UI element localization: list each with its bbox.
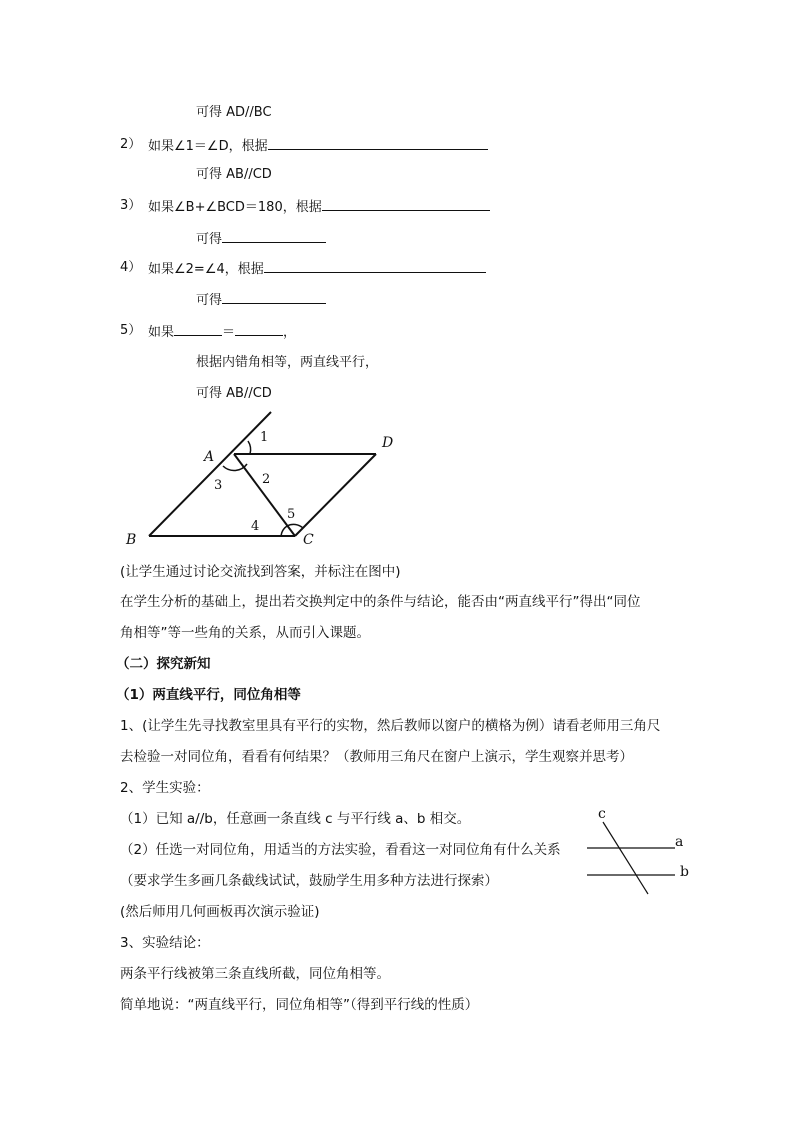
line-7-label: 可得 <box>196 293 223 308</box>
item-4-label: 如果∠2=∠4，根据 <box>148 262 264 277</box>
line-c <box>603 822 648 894</box>
line-5 <box>196 229 326 249</box>
paragraph-intro-2: 角相等”等一些角的关系，从而引入课题。 <box>120 625 370 641</box>
label-C: C <box>303 532 314 548</box>
label-A: A <box>204 449 215 465</box>
line-9: 根据内错角相等，两直线平行， <box>196 355 379 370</box>
line-BA-extended <box>149 412 271 536</box>
paragraph-intro-1: 在学生分析的基础上，提出若交换判定中的条件与结论，能否由“两直线平行”得出“同位 <box>120 594 641 610</box>
paragraph-step-3: 3、实验结论： <box>120 935 210 951</box>
label-angle-4: 4 <box>251 519 260 534</box>
line-5-label: 可得 <box>196 232 223 247</box>
paragraph-summary: 简单地说：“两直线平行，同位角相等”（得到平行线的性质） <box>120 997 479 1013</box>
item-3-number: 3） <box>120 198 142 213</box>
item-4-number: 4） <box>120 260 142 275</box>
item-5-label: 如果 <box>148 325 175 340</box>
label-c: c <box>598 806 606 822</box>
item-3-text <box>148 197 490 217</box>
item-2-number: 2） <box>120 137 142 152</box>
item-2-label: 如果∠1＝∠D，根据 <box>148 139 268 154</box>
paragraph-step-2: 2、学生实验： <box>120 780 210 796</box>
item-5-text <box>148 322 296 342</box>
label-angle-1: 1 <box>260 430 269 445</box>
angle-1-arc <box>248 441 251 454</box>
paragraph-exp-3: （要求学生多画几条截线试试，鼓励学生用多种方法进行探索） <box>120 873 498 889</box>
line-1: 可得 AD//BC <box>196 105 272 120</box>
paragraph-exp-4: (然后师用几何画板再次演示验证) <box>120 904 320 920</box>
label-b: b <box>680 864 689 880</box>
segment-CD <box>295 454 376 536</box>
answer-blank[interactable] <box>322 197 490 211</box>
label-a: a <box>675 834 684 850</box>
answer-blank[interactable] <box>235 322 283 336</box>
comma: ， <box>283 325 297 340</box>
answer-blank[interactable] <box>264 259 486 273</box>
paragraph-step-1a: 1、(让学生先寻找教室里具有平行的实物，然后教师以窗户的横格为例）请看老师用三角尺 <box>120 718 661 734</box>
paragraph-conclusion: 两条平行线被第三条直线所截，同位角相等。 <box>120 966 390 982</box>
equals-sign: ＝ <box>222 325 236 340</box>
paragraph-exp-2: （2）任选一对同位角，用适当的方法实验，看看这一对同位角有什么关系 <box>120 842 561 858</box>
answer-blank[interactable] <box>222 290 326 304</box>
label-angle-3: 3 <box>214 478 223 493</box>
paragraph-note: (让学生通过讨论交流找到答案，并标注在图中) <box>120 564 401 580</box>
angle-5-arc <box>287 524 303 528</box>
label-angle-5: 5 <box>287 507 296 522</box>
answer-blank[interactable] <box>222 229 326 243</box>
answer-blank[interactable] <box>268 136 488 150</box>
item-2-text <box>148 136 488 156</box>
line-10: 可得 AB//CD <box>196 386 272 401</box>
label-angle-2: 2 <box>262 472 271 487</box>
answer-blank[interactable] <box>174 322 222 336</box>
item-4-text <box>148 259 486 279</box>
paragraph-exp-1: （1）已知 a//b，任意画一条直线 c 与平行线 a、b 相交。 <box>120 811 471 827</box>
paragraph-step-1b: 去检验一对同位角，看看有何结果？（教师用三角尺在窗户上演示，学生观察并思考） <box>120 749 633 765</box>
line-3: 可得 AB//CD <box>196 167 272 182</box>
subsection-heading: （1）两直线平行，同位角相等 <box>116 687 301 703</box>
section-heading: （二）探究新知 <box>116 656 211 672</box>
angle-3-arc <box>223 464 247 471</box>
line-7 <box>196 290 326 310</box>
segment-AC <box>234 454 295 536</box>
label-D: D <box>382 435 394 451</box>
label-B: B <box>126 532 137 548</box>
item-5-number: 5） <box>120 323 142 338</box>
angle-4-arc <box>281 526 287 536</box>
item-3-label: 如果∠B+∠BCD＝180，根据 <box>148 200 322 215</box>
